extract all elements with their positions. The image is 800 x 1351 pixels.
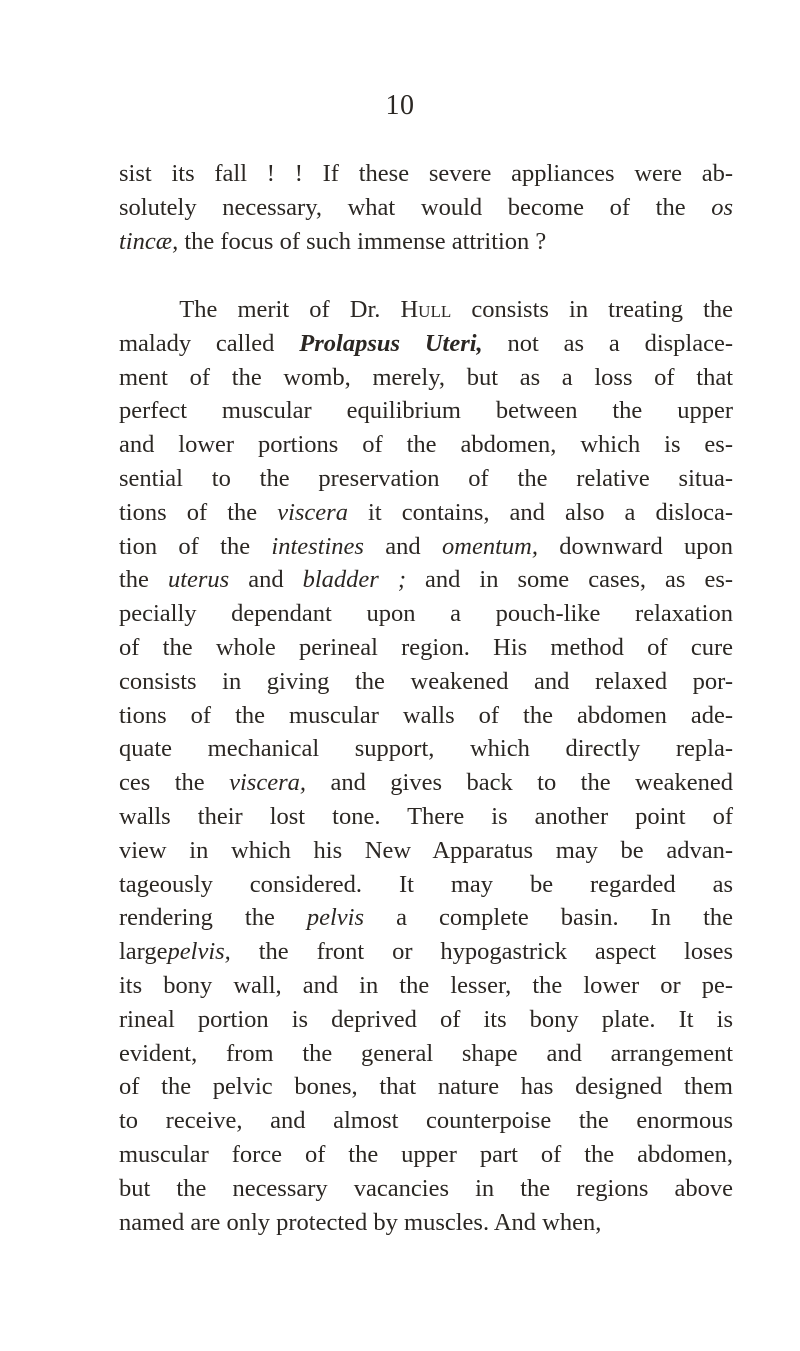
text-line: named are only protected by muscles. And when, — [119, 1208, 602, 1236]
text-line: ces the viscera, and gives back to the weakened — [119, 769, 733, 797]
text-line: and lower portions of the abdomen, which is es- — [119, 431, 733, 459]
text-line: sential to the preservation of the relative situa- — [119, 464, 733, 492]
text-line: tion of the intestines and omentum, downward upon — [119, 532, 734, 560]
italic-term: os — [711, 193, 733, 221]
text-line: rendering the pelvis a complete basin. In the — [119, 904, 734, 932]
text-line: view in which his New Apparatus may be advan- — [119, 836, 733, 864]
body-text — [119, 157, 733, 1239]
italic-term: viscera, — [229, 769, 306, 797]
text-line: of the whole perineal region. His method of cure — [119, 633, 733, 661]
paragraph-break — [119, 258, 733, 293]
text-line: quate mechanical support, which directly repla- — [119, 735, 733, 763]
text-line: to receive, and almost counterpoise the enormous — [119, 1107, 733, 1135]
text-line: but the necessary vacancies in the regions above — [119, 1174, 733, 1202]
text-line: tincæ, the focus of such immense attrition ? — [119, 227, 547, 255]
text-line: largepelvis, the front or hypogastrick aspect loses — [119, 938, 734, 966]
text-line: malady called Prolapsus Uteri, not as a displace- — [119, 329, 734, 357]
text-line: ment of the womb, merely, but as a loss of that — [119, 363, 733, 391]
text-line: evident, from the general shape and arrangement — [119, 1039, 733, 1067]
page-number: 10 — [385, 90, 415, 121]
text-line: tageously considered. It may be regarded as — [119, 870, 733, 898]
text-line: walls their lost tone. There is another point of — [119, 802, 733, 830]
text-line: its bony wall, and in the lesser, the lower or pe- — [119, 971, 733, 999]
text-line: tions of the muscular walls of the abdomen ade- — [119, 701, 733, 729]
text-line: sist its fall ! ! If these severe appliances were ab- — [119, 160, 733, 187]
text-line: perfect muscular equilibrium between the upper — [119, 397, 733, 425]
text-line: pecially dependant upon a pouch-like relaxation — [119, 600, 733, 628]
text-line: rineal portion is deprived of its bony plate. It is — [119, 1005, 733, 1033]
italic-term: omentum, — [442, 532, 538, 560]
italic-term: uterus — [167, 566, 230, 594]
italic-term: Prolapsus Uteri, — [299, 329, 483, 357]
text-line: solutely necessary, what would become of the os — [119, 193, 733, 221]
italic-term: pelvis — [306, 904, 365, 932]
italic-term: intestines — [271, 532, 364, 560]
italic-term: viscera — [277, 498, 348, 526]
text-line: muscular force of the upper part of the abdomen, — [119, 1140, 733, 1168]
text-line: consists in giving the weakened and relaxed por- — [119, 667, 733, 695]
text-line: The merit of Dr. Hull consists in treating the — [179, 295, 734, 323]
small-caps-name: Hull — [400, 295, 452, 323]
text-line: tions of the viscera it contains, and also a disloca- — [119, 498, 734, 526]
text-line: of the pelvic bones, that nature has designed them — [119, 1073, 733, 1101]
italic-term: bladder ; — [302, 566, 406, 594]
italic-term: tincæ, — [119, 227, 179, 255]
text-line: the uterus and bladder ; and in some cases, as es- — [119, 566, 734, 594]
italic-term: pelvis, — [167, 938, 231, 966]
